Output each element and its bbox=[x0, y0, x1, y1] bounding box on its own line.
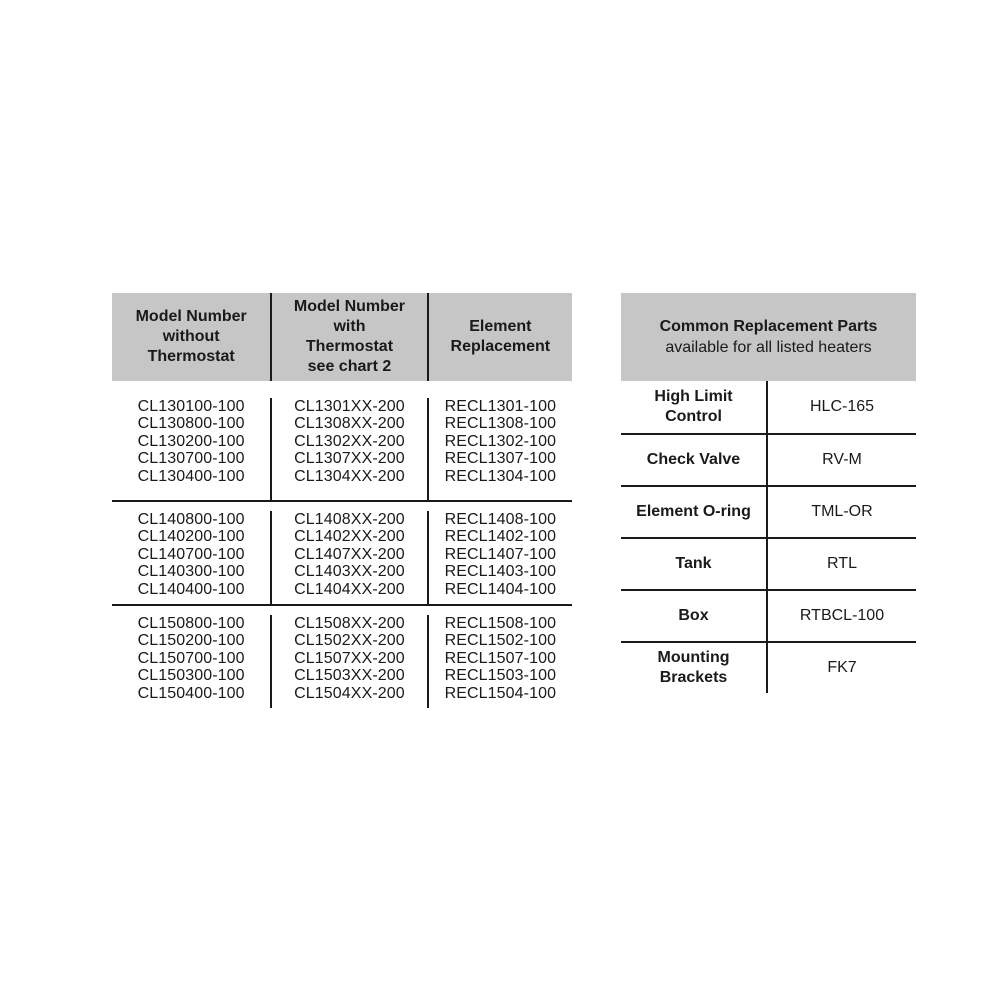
element-replacement-value: RECL1507-100 bbox=[444, 649, 557, 667]
parts-row bbox=[621, 433, 916, 485]
model-with-thermostat-value: CL1403XX-200 bbox=[294, 563, 405, 581]
model-without-thermostat-value: CL130400-100 bbox=[137, 467, 245, 485]
header-with-thermostat: Model Number with Thermostat see chart 2 bbox=[270, 293, 426, 381]
element-replacement-value: RECL1308-100 bbox=[444, 415, 557, 433]
model-with-thermostat-value: CL1402XX-200 bbox=[294, 528, 405, 546]
model-with-thermostat-value: CL1503XX-200 bbox=[294, 667, 405, 685]
model-without-thermostat-value: CL150300-100 bbox=[137, 667, 245, 685]
model-with-thermostat-value: CL1507XX-200 bbox=[294, 649, 405, 667]
part-number: RTL bbox=[766, 539, 916, 589]
element-replacement-value: RECL1302-100 bbox=[444, 432, 557, 450]
part-number: TML-OR bbox=[766, 487, 916, 537]
element-replacement-value: RECL1301-100 bbox=[444, 398, 557, 415]
parts-row bbox=[621, 381, 916, 433]
parts-table-subtitle: available for all listed heaters bbox=[665, 339, 872, 356]
element-replacement-value: RECL1404-100 bbox=[444, 580, 557, 598]
model-with-thermostat-value: CL1404XX-200 bbox=[294, 580, 405, 598]
model-with-thermostat-value: CL1301XX-200 bbox=[294, 398, 405, 415]
model-without-thermostat-value: CL150700-100 bbox=[137, 649, 245, 667]
model-without-thermostat-value: CL140200-100 bbox=[137, 528, 245, 546]
element-replacement-value: RECL1502-100 bbox=[444, 632, 557, 650]
element-replacement-value: RECL1307-100 bbox=[444, 450, 557, 468]
model-table-header bbox=[112, 293, 572, 381]
model-without-thermostat-value: CL130800-100 bbox=[137, 415, 245, 433]
model-without-thermostat-value: CL150200-100 bbox=[137, 632, 245, 650]
model-group bbox=[112, 381, 572, 500]
element-replacement-column bbox=[427, 615, 572, 708]
part-name: Tank bbox=[675, 555, 712, 572]
model-with-thermostat-value: CL1407XX-200 bbox=[294, 545, 405, 563]
part-number: RV-M bbox=[766, 435, 916, 485]
model-with-thermostat-value: CL1408XX-200 bbox=[294, 511, 405, 528]
model-with-thermostat-value: CL1502XX-200 bbox=[294, 632, 405, 650]
model-with-thermostat-value: CL1302XX-200 bbox=[294, 432, 405, 450]
model-with-thermostat-column bbox=[270, 511, 426, 604]
element-replacement-column bbox=[427, 398, 572, 500]
model-with-thermostat-value: CL1308XX-200 bbox=[294, 415, 405, 433]
part-name: Box bbox=[678, 607, 709, 624]
model-with-thermostat-column bbox=[270, 615, 426, 708]
model-without-thermostat-value: CL140800-100 bbox=[137, 511, 245, 528]
element-replacement-value: RECL1504-100 bbox=[444, 684, 557, 702]
parts-row bbox=[621, 537, 916, 589]
element-replacement-value: RECL1407-100 bbox=[444, 545, 557, 563]
part-name: Check Valve bbox=[646, 451, 741, 468]
model-without-thermostat-value: CL150400-100 bbox=[137, 684, 245, 702]
parts-table-title: Common Replacement Parts bbox=[659, 318, 878, 335]
model-without-thermostat-value: CL130700-100 bbox=[137, 450, 245, 468]
model-group bbox=[112, 604, 572, 708]
element-replacement-value: RECL1304-100 bbox=[444, 467, 557, 485]
model-with-thermostat-value: CL1504XX-200 bbox=[294, 684, 405, 702]
model-with-thermostat-value: CL1304XX-200 bbox=[294, 467, 405, 485]
model-without-thermostat-value: CL140400-100 bbox=[137, 580, 245, 598]
part-number: FK7 bbox=[766, 643, 916, 693]
element-replacement-value: RECL1402-100 bbox=[444, 528, 557, 546]
part-name: Element O-ring bbox=[636, 503, 751, 520]
header-element-replacement: Element Replacement bbox=[427, 293, 572, 381]
model-with-thermostat-value: CL1508XX-200 bbox=[294, 615, 405, 632]
replacement-parts-table bbox=[621, 293, 916, 693]
element-replacement-value: RECL1503-100 bbox=[444, 667, 557, 685]
element-replacement-value: RECL1508-100 bbox=[444, 615, 557, 632]
element-replacement-value: RECL1408-100 bbox=[444, 511, 557, 528]
model-without-thermostat-value: CL130200-100 bbox=[137, 432, 245, 450]
parts-row bbox=[621, 589, 916, 641]
part-number: RTBCL-100 bbox=[766, 591, 916, 641]
part-number: HLC-165 bbox=[766, 381, 916, 433]
model-without-thermostat-column bbox=[112, 511, 270, 604]
model-without-thermostat-value: CL140700-100 bbox=[137, 545, 245, 563]
model-without-thermostat-column bbox=[112, 398, 270, 500]
part-name: Mounting Brackets bbox=[657, 649, 730, 686]
model-with-thermostat-column bbox=[270, 398, 426, 500]
element-replacement-value: RECL1403-100 bbox=[444, 563, 557, 581]
model-number-table bbox=[112, 293, 572, 708]
model-without-thermostat-value: CL130100-100 bbox=[137, 398, 245, 415]
model-without-thermostat-value: CL150800-100 bbox=[137, 615, 245, 632]
parts-row bbox=[621, 641, 916, 693]
model-without-thermostat-value: CL140300-100 bbox=[137, 563, 245, 581]
model-group bbox=[112, 500, 572, 604]
part-name: High Limit Control bbox=[654, 388, 733, 425]
element-replacement-column bbox=[427, 511, 572, 604]
model-without-thermostat-column bbox=[112, 615, 270, 708]
header-without-thermostat: Model Number without Thermostat bbox=[135, 308, 247, 365]
parts-table-header bbox=[621, 293, 916, 381]
parts-row bbox=[621, 485, 916, 537]
model-with-thermostat-value: CL1307XX-200 bbox=[294, 450, 405, 468]
